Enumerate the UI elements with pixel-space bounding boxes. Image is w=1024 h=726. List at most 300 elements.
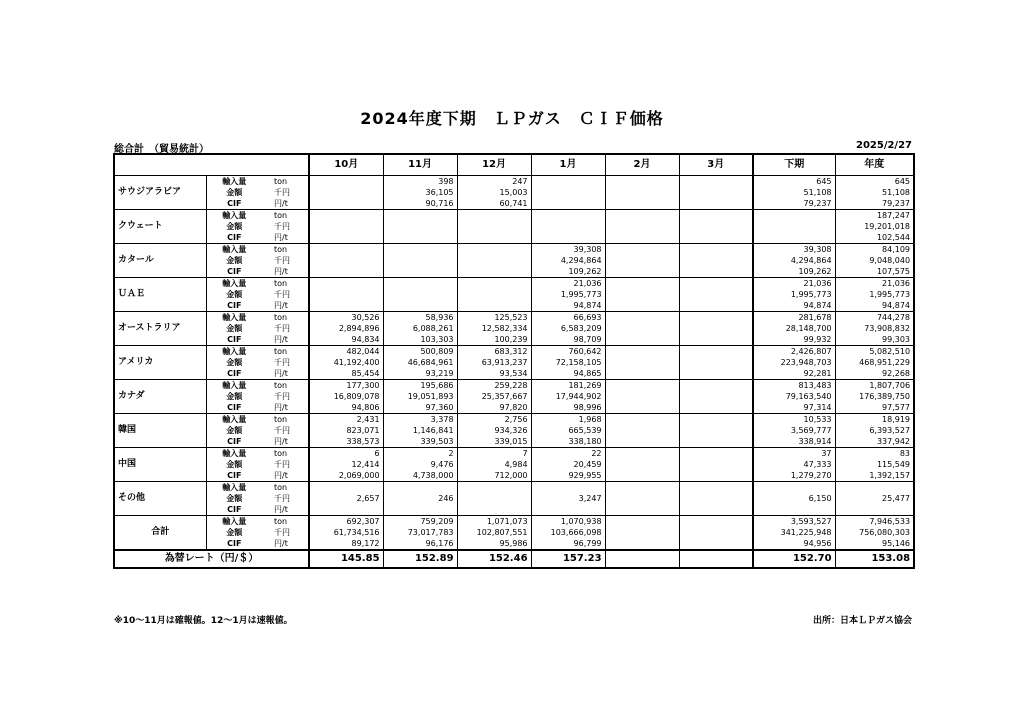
table-row: [114, 278, 914, 290]
row-item-label: 金額: [226, 256, 243, 265]
column-header: 年度: [835, 154, 914, 176]
data-cell: 96,176: [383, 538, 457, 550]
data-cell: 760,642: [531, 346, 605, 358]
data-cell: 9,476: [383, 459, 457, 470]
exchange-rate-cell: [679, 550, 753, 568]
data-cell: 66,693: [531, 312, 605, 324]
data-cell: [457, 232, 531, 244]
table-row: [114, 414, 914, 426]
data-cell: [679, 312, 753, 324]
data-cell: 18,919: [835, 414, 914, 426]
data-cell: 58,936: [383, 312, 457, 324]
data-cell: 482,044: [309, 346, 383, 358]
data-cell: [605, 493, 679, 504]
data-cell: 1,392,157: [835, 470, 914, 482]
data-cell: 41,192,400: [309, 357, 383, 368]
data-cell: 15,003: [457, 187, 531, 198]
data-cell: [679, 516, 753, 528]
data-cell: 3,569,777: [753, 425, 835, 436]
row-item-label: 輸入量: [206, 516, 262, 528]
data-cell: 4,294,864: [753, 255, 835, 266]
data-cell: [457, 244, 531, 256]
data-cell: 1,968: [531, 414, 605, 426]
table-row: [114, 176, 914, 188]
header-row: [114, 154, 914, 176]
data-cell: 195,686: [383, 380, 457, 392]
data-cell: 79,237: [753, 198, 835, 210]
table-row: [114, 527, 914, 538]
data-cell: 109,262: [753, 266, 835, 278]
data-cell: 2,069,000: [309, 470, 383, 482]
data-cell: 73,908,832: [835, 323, 914, 334]
data-cell: 60,741: [457, 198, 531, 210]
row-item-label: CIF: [227, 301, 242, 310]
data-cell: [457, 493, 531, 504]
row-unit-label: 円/t: [262, 368, 309, 380]
row-unit-label: 円/t: [262, 198, 309, 210]
data-cell: [605, 312, 679, 324]
row-unit-label: 千円: [262, 255, 309, 266]
data-cell: 2,756: [457, 414, 531, 426]
header-corner: [114, 154, 309, 176]
row-item-label: CIF: [227, 437, 242, 446]
data-cell: [605, 436, 679, 448]
data-cell: [679, 448, 753, 460]
data-cell: [679, 527, 753, 538]
table-row: [114, 198, 914, 210]
country-name: 合計: [114, 516, 206, 551]
source-note: 出所：日本ＬＰガス協会: [812, 616, 912, 626]
row-unit-label: ton: [262, 244, 309, 256]
data-cell: 36,105: [383, 187, 457, 198]
data-cell: 102,544: [835, 232, 914, 244]
data-cell: [309, 221, 383, 232]
data-cell: 99,932: [753, 334, 835, 346]
data-cell: [309, 244, 383, 256]
data-cell: [679, 300, 753, 312]
row-unit-label: 円/t: [262, 402, 309, 414]
row-item-label: CIF: [227, 199, 242, 208]
row-unit-label: ton: [262, 346, 309, 358]
table-row: [114, 210, 914, 222]
data-cell: 94,834: [309, 334, 383, 346]
data-cell: [605, 448, 679, 460]
data-cell: [605, 391, 679, 402]
data-cell: 79,163,540: [753, 391, 835, 402]
data-cell: [309, 176, 383, 188]
data-cell: [309, 198, 383, 210]
data-cell: [457, 300, 531, 312]
data-cell: [605, 255, 679, 266]
table-row: [114, 346, 914, 358]
row-item-label: 金額: [226, 392, 243, 401]
report-date: 2025/2/27: [855, 140, 912, 151]
row-unit-label: 千円: [262, 425, 309, 436]
data-cell: [605, 482, 679, 494]
data-cell: [605, 538, 679, 550]
row-unit-label: 円/t: [262, 300, 309, 312]
data-cell: 3,247: [531, 493, 605, 504]
data-cell: [383, 504, 457, 516]
data-cell: 1,071,073: [457, 516, 531, 528]
data-cell: [605, 516, 679, 528]
data-cell: [605, 221, 679, 232]
data-cell: [605, 244, 679, 256]
data-cell: 692,307: [309, 516, 383, 528]
data-cell: [679, 244, 753, 256]
row-unit-label: 千円: [262, 391, 309, 402]
data-cell: 98,996: [531, 402, 605, 414]
data-cell: [605, 187, 679, 198]
data-cell: [383, 300, 457, 312]
table-row: [114, 221, 914, 232]
data-cell: [679, 425, 753, 436]
row-item-label: CIF: [227, 335, 242, 344]
data-cell: 1,995,773: [531, 289, 605, 300]
data-cell: 95,986: [457, 538, 531, 550]
data-cell: 22: [531, 448, 605, 460]
data-cell: 37: [753, 448, 835, 460]
data-cell: [679, 391, 753, 402]
column-header: 10月: [309, 154, 383, 176]
data-cell: [605, 346, 679, 358]
row-unit-label: 円/t: [262, 266, 309, 278]
data-cell: 46,684,961: [383, 357, 457, 368]
table-row: [114, 232, 914, 244]
row-unit-label: 円/t: [262, 334, 309, 346]
table-subtitle: 総合計 （貿易統計）: [114, 144, 209, 155]
column-header: 下期: [753, 154, 835, 176]
data-cell: 1,807,706: [835, 380, 914, 392]
data-cell: [679, 289, 753, 300]
data-cell: [605, 414, 679, 426]
row-unit-label: 円/t: [262, 470, 309, 482]
data-cell: [605, 176, 679, 188]
column-header: 11月: [383, 154, 457, 176]
row-item-label: 輸入量: [206, 278, 262, 290]
data-cell: [605, 504, 679, 516]
page-title: 2024年度下期 ＬＰガス ＣＩＦ価格: [360, 109, 664, 128]
row-item-label: 輸入量: [206, 346, 262, 358]
data-cell: 47,333: [753, 459, 835, 470]
data-cell: 125,523: [457, 312, 531, 324]
row-item-label: 金額: [226, 290, 243, 299]
data-cell: 25,477: [835, 493, 914, 504]
data-cell: 3,593,527: [753, 516, 835, 528]
row-unit-label: 円/t: [262, 538, 309, 550]
data-cell: 39,308: [531, 244, 605, 256]
data-cell: 2,657: [309, 493, 383, 504]
data-cell: 4,984: [457, 459, 531, 470]
data-cell: 96,799: [531, 538, 605, 550]
data-cell: [679, 232, 753, 244]
data-cell: 2: [383, 448, 457, 460]
row-item-label: CIF: [227, 233, 242, 242]
data-cell: 95,146: [835, 538, 914, 550]
data-cell: [383, 266, 457, 278]
row-item-label: 金額: [226, 188, 243, 197]
table-row: [114, 244, 914, 256]
table-row: [114, 448, 914, 460]
data-cell: 90,716: [383, 198, 457, 210]
data-cell: [457, 504, 531, 516]
data-cell: 84,109: [835, 244, 914, 256]
data-cell: 177,300: [309, 380, 383, 392]
country-name: アメリカ: [114, 346, 206, 380]
data-cell: 339,015: [457, 436, 531, 448]
data-cell: 6,150: [753, 493, 835, 504]
data-cell: 72,158,105: [531, 357, 605, 368]
exchange-rate-row: [114, 550, 914, 568]
data-cell: 823,071: [309, 425, 383, 436]
data-cell: [605, 527, 679, 538]
data-cell: [605, 289, 679, 300]
data-cell: [309, 187, 383, 198]
row-unit-label: 円/t: [262, 436, 309, 448]
column-header: 1月: [531, 154, 605, 176]
row-unit-label: ton: [262, 210, 309, 222]
table-row: [114, 312, 914, 324]
data-cell: [605, 402, 679, 414]
data-cell: [835, 504, 914, 516]
row-item-label: 輸入量: [206, 210, 262, 222]
data-cell: 1,279,270: [753, 470, 835, 482]
table-row: [114, 300, 914, 312]
data-cell: [753, 232, 835, 244]
data-cell: 20,459: [531, 459, 605, 470]
data-cell: [679, 266, 753, 278]
data-cell: [531, 198, 605, 210]
data-cell: [679, 255, 753, 266]
table-row: [114, 266, 914, 278]
data-cell: [309, 300, 383, 312]
row-unit-label: ton: [262, 278, 309, 290]
table-row: [114, 538, 914, 550]
data-cell: [679, 346, 753, 358]
data-cell: 17,944,902: [531, 391, 605, 402]
exchange-rate-cell: 145.85: [309, 550, 383, 568]
exchange-rate-cell: 152.70: [753, 550, 835, 568]
data-cell: 759,209: [383, 516, 457, 528]
data-cell: 98,709: [531, 334, 605, 346]
data-cell: [753, 221, 835, 232]
data-cell: 94,874: [753, 300, 835, 312]
data-cell: 97,820: [457, 402, 531, 414]
data-cell: 1,070,938: [531, 516, 605, 528]
country-name: オーストラリア: [114, 312, 206, 346]
row-unit-label: ton: [262, 312, 309, 324]
row-item-label: 金額: [226, 528, 243, 537]
data-cell: 73,017,783: [383, 527, 457, 538]
data-cell: 16,809,078: [309, 391, 383, 402]
data-cell: 176,389,750: [835, 391, 914, 402]
data-cell: [679, 459, 753, 470]
data-cell: [679, 357, 753, 368]
row-unit-label: 千円: [262, 323, 309, 334]
data-cell: 187,247: [835, 210, 914, 222]
data-cell: 99,303: [835, 334, 914, 346]
data-cell: 39,308: [753, 244, 835, 256]
row-unit-label: 円/t: [262, 504, 309, 516]
table-row: [114, 425, 914, 436]
table-row: [114, 289, 914, 300]
data-cell: [679, 187, 753, 198]
data-cell: [679, 538, 753, 550]
data-cell: 181,269: [531, 380, 605, 392]
column-header: 3月: [679, 154, 753, 176]
data-cell: 1,995,773: [753, 289, 835, 300]
table-row: [114, 255, 914, 266]
row-item-label: 金額: [226, 494, 243, 503]
data-cell: [531, 232, 605, 244]
country-name: その他: [114, 482, 206, 516]
row-unit-label: 千円: [262, 187, 309, 198]
row-unit-label: 千円: [262, 459, 309, 470]
data-cell: [309, 210, 383, 222]
data-cell: 645: [753, 176, 835, 188]
data-cell: 12,414: [309, 459, 383, 470]
data-cell: 102,807,551: [457, 527, 531, 538]
data-cell: 246: [383, 493, 457, 504]
exchange-rate-label: 為替レート（円/＄）: [114, 550, 309, 568]
data-cell: [679, 323, 753, 334]
data-cell: 929,955: [531, 470, 605, 482]
data-cell: [383, 244, 457, 256]
data-cell: 712,000: [457, 470, 531, 482]
data-cell: 28,148,700: [753, 323, 835, 334]
country-name: カタール: [114, 244, 206, 278]
data-cell: 6,393,527: [835, 425, 914, 436]
data-cell: [679, 334, 753, 346]
column-header: 2月: [605, 154, 679, 176]
data-cell: 934,326: [457, 425, 531, 436]
data-cell: 281,678: [753, 312, 835, 324]
data-cell: 223,948,703: [753, 357, 835, 368]
data-cell: [679, 482, 753, 494]
data-cell: [457, 221, 531, 232]
row-unit-label: ton: [262, 414, 309, 426]
footnote: ※10〜11月は確報値。12〜1月は速報値。: [114, 616, 293, 626]
data-cell: 93,534: [457, 368, 531, 380]
data-cell: 92,268: [835, 368, 914, 380]
row-unit-label: 千円: [262, 357, 309, 368]
data-cell: [531, 504, 605, 516]
data-cell: 339,503: [383, 436, 457, 448]
row-item-label: CIF: [227, 403, 242, 412]
row-item-label: 輸入量: [206, 312, 262, 324]
data-cell: 12,582,334: [457, 323, 531, 334]
row-item-label: 輸入量: [206, 244, 262, 256]
data-cell: 665,539: [531, 425, 605, 436]
table-row: [114, 402, 914, 414]
data-cell: [383, 221, 457, 232]
table-row: [114, 187, 914, 198]
data-cell: [605, 380, 679, 392]
data-cell: [457, 266, 531, 278]
data-cell: [605, 198, 679, 210]
data-cell: [679, 176, 753, 188]
data-cell: [383, 210, 457, 222]
data-cell: [531, 210, 605, 222]
table-row: [114, 482, 914, 494]
data-cell: 89,172: [309, 538, 383, 550]
data-cell: 6: [309, 448, 383, 460]
data-cell: 94,874: [531, 300, 605, 312]
data-cell: [457, 482, 531, 494]
data-cell: [531, 187, 605, 198]
data-cell: 109,262: [531, 266, 605, 278]
data-cell: [383, 255, 457, 266]
data-cell: 1,995,773: [835, 289, 914, 300]
row-unit-label: 千円: [262, 289, 309, 300]
row-unit-label: 千円: [262, 221, 309, 232]
data-cell: 19,051,893: [383, 391, 457, 402]
data-cell: 103,303: [383, 334, 457, 346]
data-cell: 97,577: [835, 402, 914, 414]
data-cell: [383, 289, 457, 300]
data-cell: [605, 210, 679, 222]
table-row: [114, 357, 914, 368]
data-cell: [309, 482, 383, 494]
data-cell: [457, 289, 531, 300]
data-cell: [531, 221, 605, 232]
data-cell: 94,806: [309, 402, 383, 414]
data-cell: 51,108: [835, 187, 914, 198]
country-name: 韓国: [114, 414, 206, 448]
data-cell: [309, 266, 383, 278]
cif-price-table: [113, 153, 915, 569]
data-cell: 85,454: [309, 368, 383, 380]
data-cell: 51,108: [753, 187, 835, 198]
data-cell: 94,956: [753, 538, 835, 550]
table-row: [114, 459, 914, 470]
row-unit-label: 千円: [262, 527, 309, 538]
data-cell: [605, 459, 679, 470]
data-cell: 6,583,209: [531, 323, 605, 334]
exchange-rate-cell: 157.23: [531, 550, 605, 568]
data-cell: 21,036: [753, 278, 835, 290]
table-row: [114, 380, 914, 392]
data-cell: 259,228: [457, 380, 531, 392]
data-cell: [679, 210, 753, 222]
data-cell: 2,431: [309, 414, 383, 426]
data-cell: 2,426,807: [753, 346, 835, 358]
data-cell: 63,913,237: [457, 357, 531, 368]
row-item-label: 金額: [226, 358, 243, 367]
data-cell: [383, 232, 457, 244]
row-unit-label: ton: [262, 380, 309, 392]
data-cell: [605, 334, 679, 346]
data-cell: 97,360: [383, 402, 457, 414]
row-item-label: 輸入量: [206, 380, 262, 392]
data-cell: 100,239: [457, 334, 531, 346]
data-cell: 744,278: [835, 312, 914, 324]
data-cell: 107,575: [835, 266, 914, 278]
data-cell: [605, 323, 679, 334]
data-cell: 61,734,516: [309, 527, 383, 538]
data-cell: 398: [383, 176, 457, 188]
data-cell: 93,219: [383, 368, 457, 380]
data-cell: [679, 278, 753, 290]
data-cell: [309, 232, 383, 244]
table-row: [114, 470, 914, 482]
data-cell: [679, 504, 753, 516]
data-cell: 4,738,000: [383, 470, 457, 482]
data-cell: 5,082,510: [835, 346, 914, 358]
data-cell: 92,281: [753, 368, 835, 380]
data-cell: 19,201,018: [835, 221, 914, 232]
row-unit-label: 円/t: [262, 232, 309, 244]
